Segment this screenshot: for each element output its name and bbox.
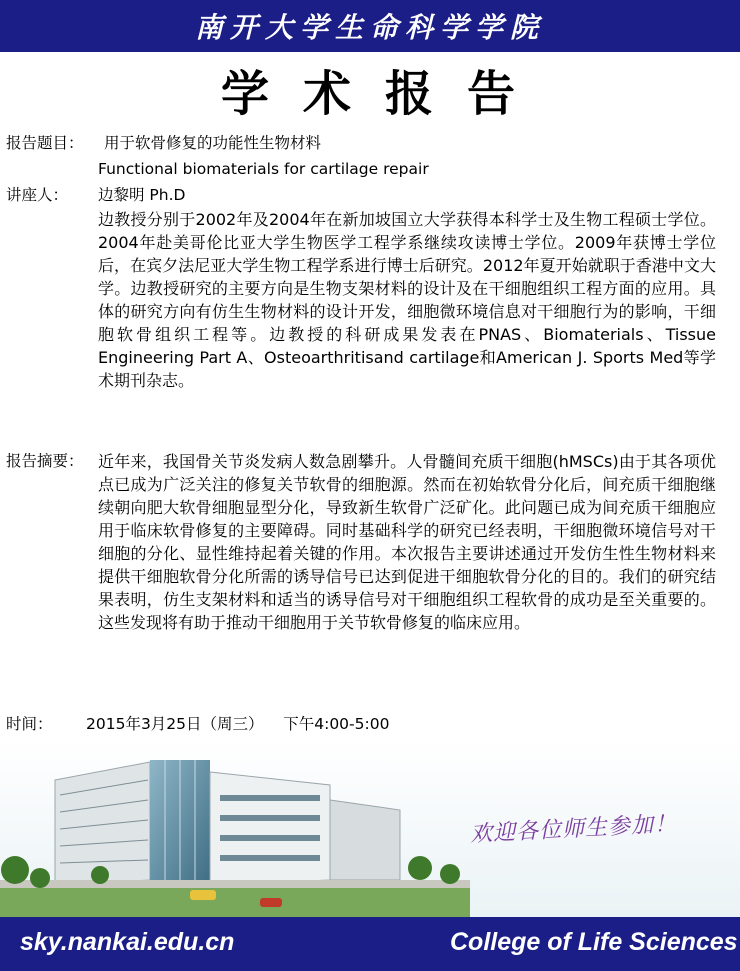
topic-label: 报告题目： — [6, 134, 84, 152]
time-label: 时间： — [6, 715, 53, 733]
abstract-text: 近年来，我国骨关节炎发病人数急剧攀升。人骨髓间充质干细胞(hMSCs)由于其各项优点已成为广泛关注的修复关节软骨的细胞源。然而在初始软骨分化后，间充质干细胞继续朝向肥大软骨细胞显型分化，导致新生软骨广泛矿化。此问题已成为间充质干细胞应用于临床软骨修复的主要障碍。同时基础科学的研究已经表明，干细胞微环境信号对干细胞的分化、显性维持起着关键的作用。本次报告主要讲述通过开发仿生性生物材料来提供干细胞软骨分化所需的诱导信号已达到促进干细胞软骨分化的目的。我们的研究结果表明，仿生支架材料和适当的诱导信号对干细胞组织工程软骨的成功是至关重要的。这些发现将有助于推动干细胞用于关节软骨修复的临床应用。 — [98, 452, 716, 632]
speaker-label: 讲座人： — [6, 186, 69, 204]
time-value: 2015年3月25日（周三） 下午4:00-5:00 — [86, 715, 390, 733]
topic-en: Functional biomaterials for cartilage repair — [98, 160, 429, 178]
bottom-banner — [0, 917, 740, 971]
institution-name: 南开大学生命科学学院 — [194, 11, 545, 44]
speaker-bio: 边教授分别于2002年及2004年在新加坡国立大学获得本科学士及生物工程硕士学位。2004年赴美哥伦比亚大学生物医学工程学系继续攻读博士学位。2009年获博士学位后，在宾夕法尼亚大学生物工程学系进行博士后研究。2012年夏开始就职于香港中文大学。边教授研究的主要方向是生物支架材料的设计及在干细胞组织工程方面的应用。具体的研究方向有仿生生物材料的设计开发，细胞微环境信息对干细胞行为的影响，干细胞软骨组织工程等。边教授的科研成果发表在PNAS、Biomaterials、Tissue Engineering Part A、Osteoarthritisand cartilage和American J. Sports Med等学术期刊杂志。 — [98, 210, 716, 390]
website-link[interactable]: sky.nankai.edu.cn — [20, 928, 235, 956]
top-banner — [0, 0, 740, 52]
page-title: 学术报告 — [220, 66, 549, 122]
college-name: College of Life Sciences — [450, 928, 738, 956]
welcome-message: 欢迎各位师生参加！ — [469, 811, 678, 848]
speaker-name: 边黎明 Ph.D — [98, 186, 186, 204]
topic-cn: 用于软骨修复的功能性生物材料 — [104, 134, 322, 152]
abstract-label: 报告摘要： — [6, 452, 84, 470]
